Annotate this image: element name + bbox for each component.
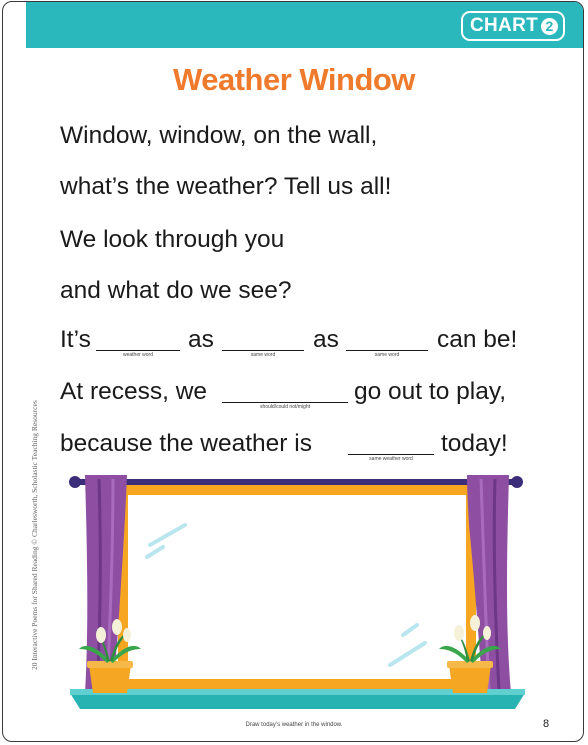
window-illustration[interactable]: [55, 465, 535, 715]
chart-number: 2: [541, 18, 558, 35]
blank-weather-word[interactable]: [96, 350, 180, 363]
line7-text-1: because the weather is: [60, 430, 312, 457]
blank-hint: weather word: [122, 352, 153, 358]
rod-finial-left: [69, 476, 81, 488]
blank-hint: same word: [374, 352, 400, 358]
window-frame-top: [118, 485, 476, 495]
curtain-rod: [75, 479, 515, 485]
chart-label: CHART: [470, 15, 538, 36]
blank-hint: same word: [250, 352, 276, 358]
footer-caption: Draw today’s weather in the window.: [245, 722, 343, 728]
line5-text-1: It’s: [60, 326, 91, 353]
line6-text-1: At recess, we: [60, 378, 208, 405]
page-title: Weather Window: [173, 62, 415, 97]
blank-same-word-2[interactable]: [346, 350, 428, 363]
line5-text-2: as: [188, 326, 214, 353]
blank-hint: should/could not/might: [259, 404, 311, 410]
window-sill: [70, 693, 525, 709]
rod-finial-right: [511, 476, 523, 488]
blank-should-could[interactable]: [222, 402, 348, 415]
line7-text-2: today!: [441, 430, 508, 457]
line5-text-4: can be!: [437, 326, 518, 353]
window-frame-bottom: [118, 679, 476, 689]
poem-line-1: Window, window, on the wall,: [60, 122, 378, 149]
poem-line-2: what’s the weather? Tell us all!: [60, 173, 392, 200]
side-credit: 20 Interactive Poems for Shared Reading © Charlesworth, Scholastic Teaching Resources: [30, 400, 39, 670]
blank-hint: same weather word: [369, 456, 413, 462]
poem-line-3: We look through you: [60, 226, 285, 253]
header-bar: [26, 2, 583, 48]
page-number: 8: [543, 718, 550, 730]
line5-text-3: as: [313, 326, 339, 353]
chart-badge: [461, 11, 565, 41]
line6-text-2: go out to play,: [354, 378, 507, 405]
blank-same-word-1[interactable]: [222, 350, 304, 363]
window-pane[interactable]: [123, 490, 471, 690]
poem-line-4: and what do we see?: [60, 277, 292, 304]
